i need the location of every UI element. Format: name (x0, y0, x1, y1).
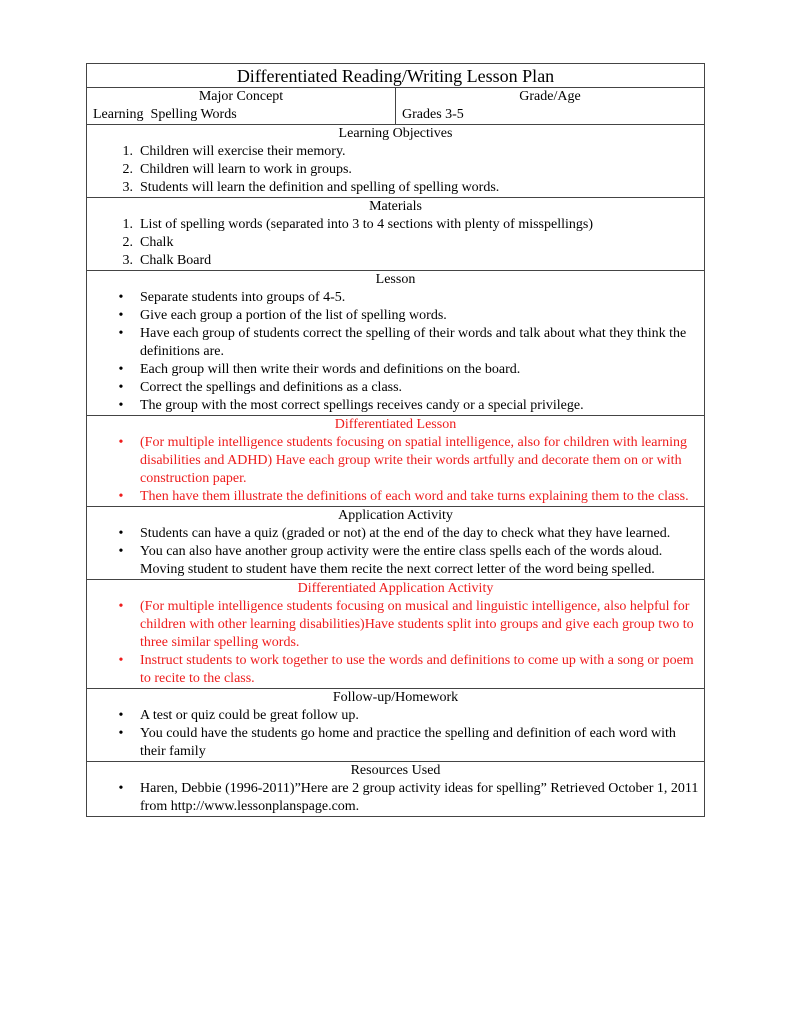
application-list (87, 525, 704, 579)
list-item-text: Students will learn the definition and spelling of spelling words. (140, 180, 500, 195)
list-item (87, 725, 704, 761)
list-item (87, 161, 704, 179)
bullet-icon: • (118, 308, 124, 323)
list-item (87, 361, 704, 379)
major-concept-heading: Major Concept (198, 89, 284, 104)
list-number: 2. (122, 235, 133, 250)
list-item (87, 434, 704, 488)
bullet-icon: • (118, 726, 124, 741)
list-item-text: (For multiple intelligence students focusing on spatial intelligence, also for children with learning disabilities and ADHD) Have each group write their words artfully and decorate them on or with construction paper. (140, 435, 688, 486)
list-item-text: Chalk (140, 235, 174, 250)
list-item (87, 780, 704, 816)
differentiated-lesson-list (87, 434, 704, 506)
application-heading: Application Activity (338, 508, 453, 523)
list-item (87, 179, 704, 197)
bullet-icon: • (118, 435, 124, 450)
section-lesson (87, 271, 705, 416)
lesson-list (87, 289, 704, 415)
list-item (87, 598, 704, 652)
list-item-text: Students can have a quiz (graded or not) at the end of the day to check what they have learned. (140, 526, 671, 541)
list-item (87, 707, 704, 725)
list-item-text: Children will exercise their memory. (140, 144, 346, 159)
section-differentiated-application (87, 580, 705, 689)
list-item-text: (For multiple intelligence students focusing on musical and linguistic intelligence, also helpful for children with other learning disabilities)Have students split into groups and give each group two to three similar spelling words. (140, 599, 694, 650)
section-differentiated-lesson (87, 416, 705, 507)
list-number: 2. (122, 162, 133, 177)
section-followup-homework (87, 689, 705, 762)
followup-list (87, 707, 704, 761)
list-item-text: You could have the students go home and practice the spelling and definition of each word with their family (140, 726, 676, 759)
differentiated-lesson-heading: Differentiated Lesson (334, 417, 457, 432)
bullet-icon: • (118, 653, 124, 668)
list-item (87, 488, 704, 506)
list-item (87, 307, 704, 325)
lesson-plan-title: Differentiated Reading/Writing Lesson Plan (87, 64, 705, 88)
list-item-text: The group with the most correct spellings receives candy or a special privilege. (140, 398, 584, 413)
list-item (87, 652, 704, 688)
bullet-icon: • (118, 526, 124, 541)
list-item (87, 143, 704, 161)
list-item (87, 216, 704, 234)
list-number: 1. (122, 217, 133, 232)
list-number: 3. (122, 253, 133, 268)
section-application-activity (87, 507, 705, 580)
bullet-icon: • (118, 326, 124, 341)
list-item (87, 252, 704, 270)
bullet-icon: • (118, 599, 124, 614)
differentiated-application-heading: Differentiated Application Activity (297, 581, 494, 596)
list-item-text: Give each group a portion of the list of spelling words. (140, 308, 447, 323)
list-item-text: Instruct students to work together to use the words and definitions to come up with a song or poem to recite to the class. (140, 653, 694, 686)
bullet-icon: • (118, 489, 124, 504)
resources-heading: Resources Used (350, 763, 441, 778)
list-item-text: Haren, Debbie (1996-2011)”Here are 2 group activity ideas for spelling” Retrieved October 1, 2011 from http://www.lessonplanspage.com. (140, 781, 699, 814)
list-item (87, 379, 704, 397)
list-item (87, 397, 704, 415)
objectives-list (87, 143, 704, 197)
major-concept-cell (87, 88, 396, 125)
followup-heading: Follow-up/Homework (332, 690, 459, 705)
section-resources-used (87, 762, 705, 817)
list-item (87, 525, 704, 543)
list-item (87, 325, 704, 361)
list-item (87, 289, 704, 307)
bullet-icon: • (118, 290, 124, 305)
grade-age-heading: Grade/Age (519, 89, 581, 104)
section-materials (87, 198, 705, 271)
resources-list (87, 780, 704, 816)
materials-list (87, 216, 704, 270)
list-item (87, 543, 704, 579)
major-concept-value: Learning Spelling Words (93, 107, 237, 122)
list-item-text: Separate students into groups of 4-5. (140, 290, 346, 305)
bullet-icon: • (118, 398, 124, 413)
list-item-text: A test or quiz could be great follow up. (140, 708, 359, 723)
bullet-icon: • (118, 708, 124, 723)
objectives-heading: Learning Objectives (338, 126, 453, 141)
list-item (87, 234, 704, 252)
grade-age-value: Grades 3-5 (402, 107, 464, 122)
materials-heading: Materials (369, 199, 422, 214)
list-item-text: Then have them illustrate the definitions of each word and take turns explaining them to the class. (140, 489, 689, 504)
bullet-icon: • (118, 781, 124, 796)
list-item-text: You can also have another group activity were the entire class spells each of the words aloud. Moving student to student have them recite the next correct letter of the word being spelled. (140, 544, 663, 577)
bullet-icon: • (118, 362, 124, 377)
list-number: 1. (122, 144, 133, 159)
differentiated-application-list (87, 598, 704, 688)
list-item-text: Correct the spellings and definitions as a class. (140, 380, 403, 395)
list-item-text: Chalk Board (140, 253, 212, 268)
section-objectives (87, 125, 705, 198)
list-item-text: List of spelling words (separated into 3 to 4 sections with plenty of misspellings) (140, 217, 593, 232)
bullet-icon: • (118, 380, 124, 395)
list-number: 3. (122, 180, 133, 195)
list-item-text: Have each group of students correct the spelling of their words and talk about what they think the definitions are. (140, 326, 687, 359)
grade-age-cell (396, 88, 705, 125)
lesson-plan-table (86, 63, 705, 817)
lesson-heading: Lesson (375, 272, 416, 287)
list-item-text: Children will learn to work in groups. (140, 162, 352, 177)
list-item-text: Each group will then write their words and definitions on the board. (140, 362, 521, 377)
bullet-icon: • (118, 544, 124, 559)
